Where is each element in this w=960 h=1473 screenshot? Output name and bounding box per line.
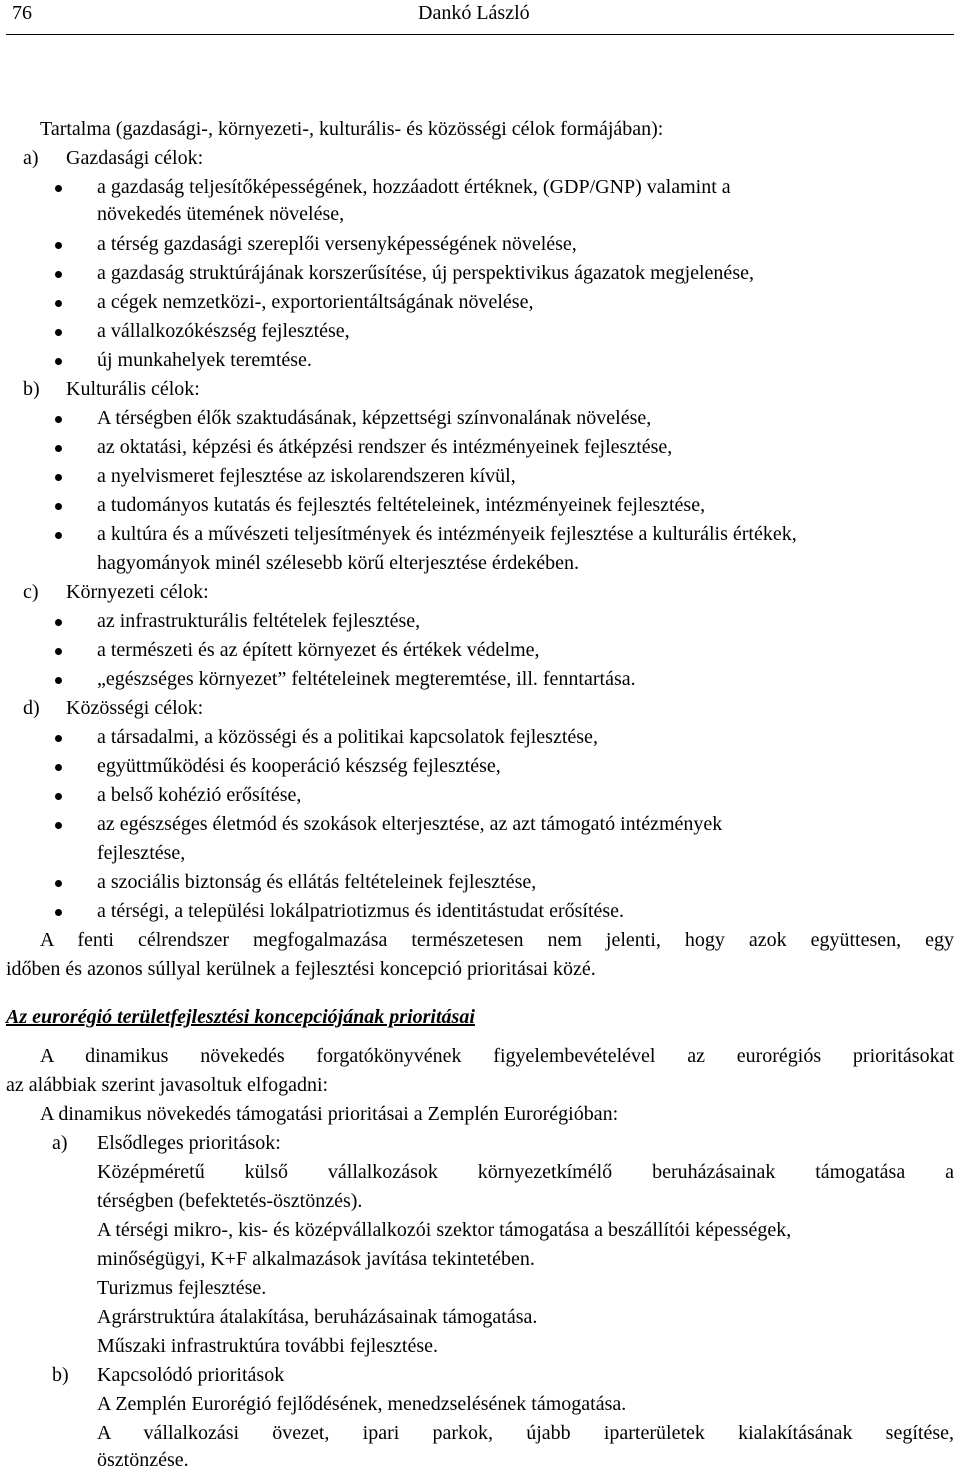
bullet-icon: [55, 503, 62, 510]
list-item: az oktatási, képzési és átképzési rendszer és intézményeinek fejlesztése,: [97, 436, 673, 458]
section-title: Gazdasági célok:: [66, 147, 204, 169]
paragraph-line: A dinamikus növekedés támogatási prioritásai a Zemplén Eurorégióban:: [40, 1103, 619, 1125]
page-number: 76: [12, 2, 32, 24]
intro-line: Tartalma (gazdasági-, környezeti-, kulturális- és közösségi célok formájában):: [40, 118, 664, 140]
bullet-icon: [55, 648, 62, 655]
list-item-continuation: fejlesztése,: [97, 842, 186, 864]
list-item: a tudományos kutatás és fejlesztés feltételeinek, intézményeinek fejlesztése,: [97, 494, 706, 516]
priority-line: minőségügyi, K+F alkalmazások javítása tekintetében.: [97, 1248, 535, 1270]
bullet-icon: [55, 358, 62, 365]
bullet-icon: [55, 445, 62, 452]
bullet-icon: [55, 793, 62, 800]
list-item: a társadalmi, a közösségi és a politikai kapcsolatok fejlesztése,: [97, 726, 598, 748]
bullet-icon: [55, 300, 62, 307]
list-item: új munkahelyek teremtése.: [97, 349, 312, 371]
priority-line: Turizmus fejlesztése.: [97, 1277, 267, 1299]
bullet-icon: [55, 822, 62, 829]
section-heading: Az eurorégió területfejlesztési koncepciójának prioritásai: [6, 1006, 475, 1028]
bullet-icon: [55, 735, 62, 742]
bullet-icon: [55, 909, 62, 916]
page-header: [6, 0, 954, 35]
list-item: az infrastrukturális feltételek fejlesztése,: [97, 610, 421, 632]
section-title: Környezeti célok:: [66, 581, 209, 603]
bullet-icon: [55, 242, 62, 249]
priority-line: ösztönzése.: [97, 1449, 189, 1471]
bullet-icon: [55, 271, 62, 278]
running-head-author: Dankó László: [418, 2, 530, 24]
section-marker: d): [23, 697, 40, 719]
priority-title: Elsődleges prioritások:: [97, 1132, 281, 1154]
priority-line: Műszaki infrastruktúra további fejlesztése.: [97, 1335, 438, 1357]
list-item: a természeti és az épített környezet és értékek védelme,: [97, 639, 540, 661]
priority-line: térségben (befektetés-ösztönzés).: [97, 1190, 363, 1212]
summary-line: időben és azonos súllyal kerülnek a fejlesztési koncepció prioritásai közé.: [6, 958, 596, 980]
list-item: a térség gazdasági szereplői versenyképességének növelése,: [97, 233, 577, 255]
list-item: a vállalkozókészség fejlesztése,: [97, 320, 350, 342]
list-item: „egészséges környezet” feltételeinek megteremtése, ill. fenntartása.: [97, 668, 636, 690]
priority-line: Középméretű külső vállalkozások környezetkímélő beruházásainak támogatása a: [97, 1161, 954, 1183]
bullet-icon: [55, 619, 62, 626]
section-title: Közösségi célok:: [66, 697, 204, 719]
bullet-icon: [55, 329, 62, 336]
list-item: a gazdaság teljesítőképességének, hozzáadott értéknek, (GDP/GNP) valamint a: [97, 176, 731, 198]
list-item: a belső kohézió erősítése,: [97, 784, 302, 806]
bullet-icon: [55, 185, 62, 192]
list-item: a kultúra és a művészeti teljesítmények és intézményeik fejlesztése a kulturális értékek,: [97, 523, 797, 545]
list-item: a gazdaság struktúrájának korszerűsítése, új perspektivikus ágazatok megjelenése,: [97, 262, 754, 284]
priority-marker: b): [52, 1364, 69, 1386]
section-marker: b): [23, 378, 40, 400]
priority-marker: a): [52, 1132, 68, 1154]
bullet-icon: [55, 677, 62, 684]
list-item: a nyelvismeret fejlesztése az iskolarendszeren kívül,: [97, 465, 516, 487]
section-marker: c): [23, 581, 39, 603]
paragraph-line: az alábbiak szerint javasoltuk elfogadni:: [6, 1074, 329, 1096]
section-title: Kulturális célok:: [66, 378, 200, 400]
paragraph-line: A dinamikus növekedés forgatókönyvének figyelembevételével az eurorégiós prioritásokat: [40, 1045, 954, 1067]
priority-line: A térségi mikro-, kis- és középvállalkozói szektor támogatása a beszállítói képességek,: [97, 1219, 792, 1241]
summary-line: A fenti célrendszer megfogalmazása természetesen nem jelenti, hogy azok együttesen, egy: [40, 929, 954, 951]
list-item-continuation: növekedés ütemének növelése,: [97, 203, 345, 225]
priority-line: A Zemplén Eurorégió fejlődésének, menedzselésének támogatása.: [97, 1393, 627, 1415]
bullet-icon: [55, 764, 62, 771]
bullet-icon: [55, 416, 62, 423]
bullet-icon: [55, 880, 62, 887]
list-item: a cégek nemzetközi-, exportorientáltságának növelése,: [97, 291, 534, 313]
list-item: a térségi, a települési lokálpatriotizmus és identitástudat erősítése.: [97, 900, 625, 922]
bullet-icon: [55, 474, 62, 481]
priority-title: Kapcsolódó prioritások: [97, 1364, 285, 1386]
priority-line: Agrárstruktúra átalakítása, beruházásainak támogatása.: [97, 1306, 538, 1328]
section-marker: a): [23, 147, 39, 169]
list-item: együttműködési és kooperáció készség fejlesztése,: [97, 755, 501, 777]
priority-line: A vállalkozási övezet, ipari parkok, újabb iparterületek kialakításának segítése,: [97, 1422, 954, 1444]
list-item: az egészséges életmód és szokások elterjesztése, az azt támogató intézmények: [97, 813, 723, 835]
list-item: A térségben élők szaktudásának, képzettségi színvonalának növelése,: [97, 407, 652, 429]
bullet-icon: [55, 532, 62, 539]
list-item-continuation: hagyományok minél szélesebb körű elterjesztése érdekében.: [97, 552, 580, 574]
list-item: a szociális biztonság és ellátás feltételeinek fejlesztése,: [97, 871, 537, 893]
